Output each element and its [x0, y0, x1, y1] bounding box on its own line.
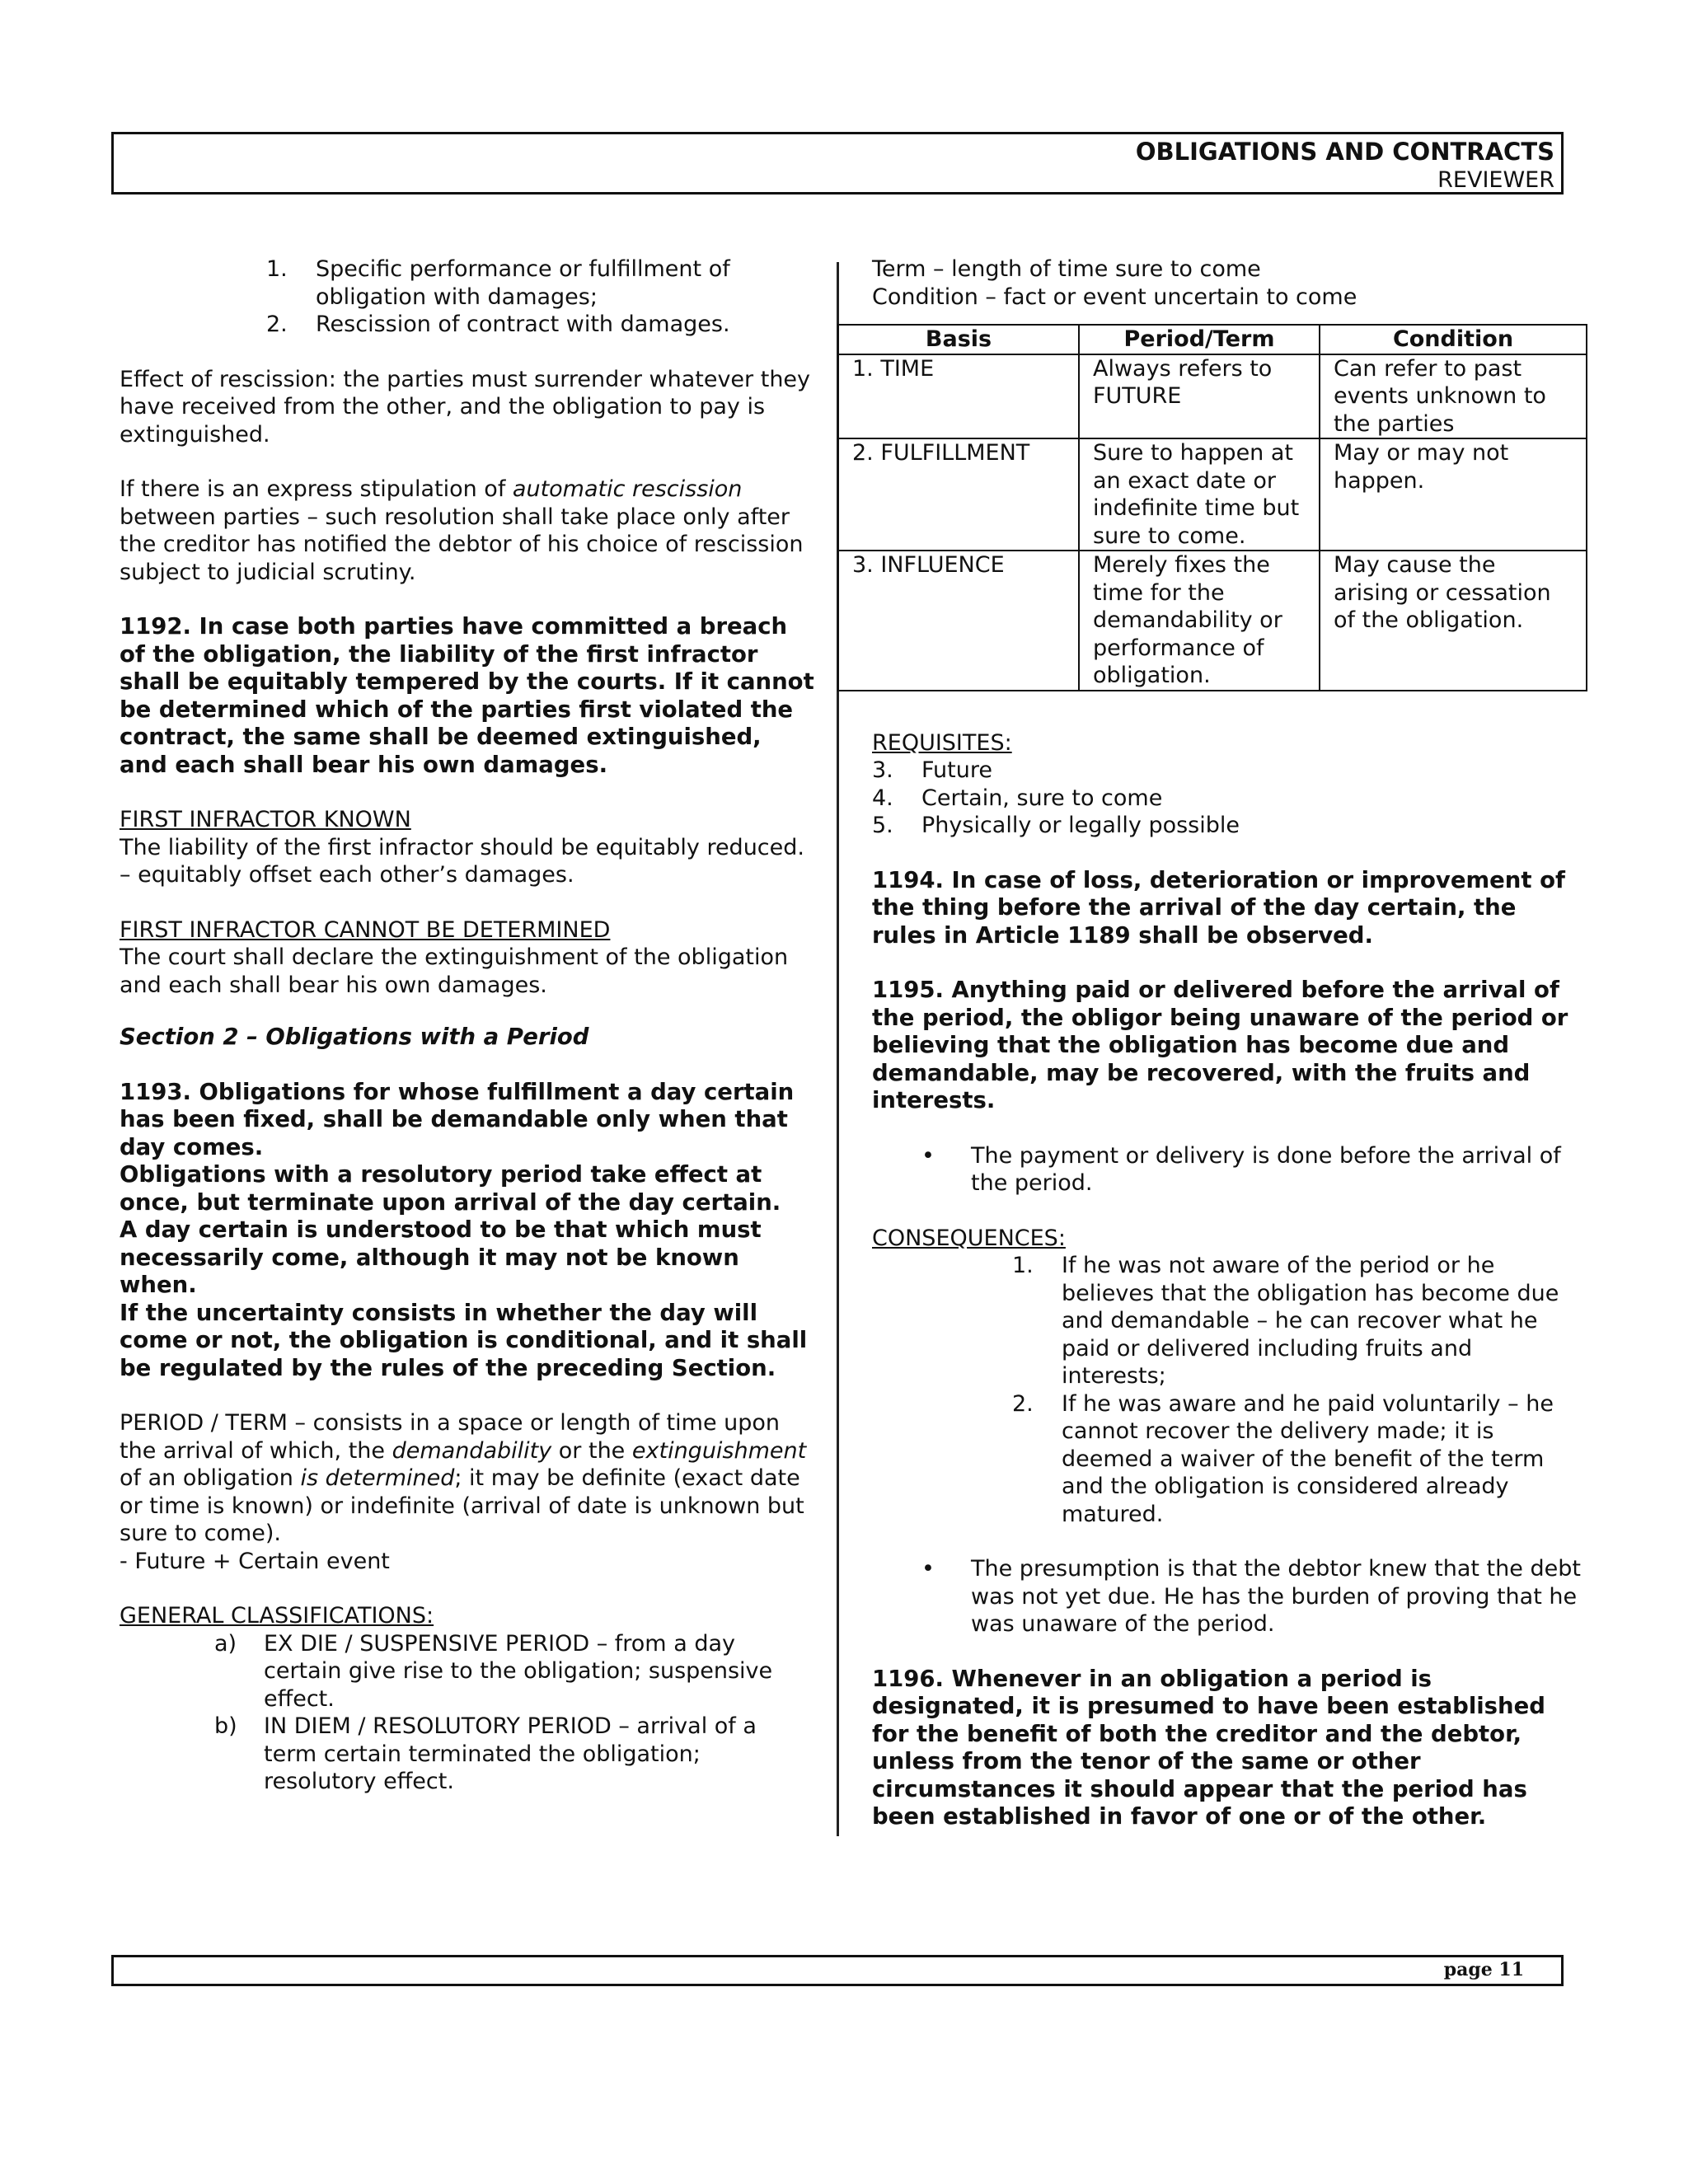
list-marker: 1. [266, 256, 288, 282]
requisites-list [872, 757, 1581, 840]
list-text: Specific performance or fulfillment of obligation with damages; [316, 256, 730, 310]
list-text: If he was aware and he paid voluntarily – he cannot recover the delivery made; it is deemed a waiver of the benefit of the term and the obligation is considered already matured. [1062, 1390, 1554, 1527]
list-marker: 1. [1012, 1253, 1034, 1278]
footer-box [111, 1955, 1564, 1986]
article-1192: 1192. In case both parties have committed a breach of the obligation, the liability of the first infractor shall be equitably tempered by the courts. If it cannot be determined which of the parties first violated the contract, the same shall be deemed extinguished, and each shall bear his own damages. [120, 613, 814, 778]
table-header-cell: Basis [838, 325, 1079, 354]
table-cell: 3. INFLUENCE [838, 551, 1079, 691]
text-span: PERIOD / TERM – consists in a space or length of time upon the arrival of which, the [120, 1410, 781, 1464]
list-item [872, 785, 1581, 813]
list-item [214, 1713, 816, 1796]
list-item [266, 311, 816, 339]
bullet-list [921, 1555, 1581, 1638]
list-text: EX DIE / SUSPENSIVE PERIOD – from a day certain give rise to the obligation; suspensive effect. [264, 1630, 773, 1712]
comparison-table [837, 324, 1587, 691]
list-marker: 5. [872, 813, 893, 838]
italic-term: demandability [392, 1437, 552, 1464]
article-1193-p4: If the uncertainty consists in whether the day will come or not, the obligation is conditional, and it shall be regulated by the rules of the preceding Section. [120, 1299, 808, 1381]
right-column [852, 255, 1581, 1831]
text-span: between parties – such resolution shall take place only after the creditor has notified the debtor of his choice of rescission subject to judicial scrutiny. [120, 504, 804, 585]
header-title: OBLIGATIONS AND CONTRACTS [1135, 138, 1554, 166]
table-header-cell: Period/Term [1079, 325, 1320, 354]
list-item [921, 1142, 1581, 1197]
left-column [120, 255, 816, 1796]
list-text: Certain, sure to come [921, 785, 1163, 811]
table-cell: May or may not happen. [1320, 438, 1587, 551]
table-cell: May cause the arising or cessation of the obligation. [1320, 551, 1587, 691]
first-infractor-known-text-2: – equitably offset each other’s damages. [120, 862, 574, 888]
article-1195: 1195. Anything paid or delivered before the arrival of the period, the obligor being unaware of the period or believing that the obligation has become due and demandable, may be recovered, with the fruits and interests. [872, 977, 1568, 1113]
article-1196: 1196. Whenever in an obligation a period is designated, it is presumed to have been established for the benefit of both the creditor and the debtor, unless from the tenor of the same or other circumstances it should appear that the period has been established in favor of one or of the other. [872, 1665, 1545, 1830]
table-row [838, 438, 1587, 551]
first-infractor-known-text: The liability of the first infractor should be equitably reduced. [120, 834, 804, 860]
table-header-cell: Condition [1320, 325, 1587, 354]
future-certain-note: - Future + Certain event [120, 1548, 390, 1574]
requisites-heading: REQUISITES: [872, 729, 1012, 756]
bullet-icon: • [921, 1142, 935, 1169]
list-item [214, 1630, 816, 1713]
article-1193-p2: Obligations with a resolutory period take effect at once, but terminate upon arrival of the day certain. [120, 1161, 781, 1216]
italic-term: is determined [300, 1465, 455, 1491]
header-subtitle: REVIEWER [1437, 167, 1554, 193]
effect-of-rescission: Effect of rescission: the parties must surrender whatever they have received from the other, and the obligation to pay is extinguished. [120, 366, 811, 448]
list-text: Future [921, 757, 992, 783]
first-infractor-unknown-heading: FIRST INFRACTOR CANNOT BE DETERMINED [120, 916, 611, 943]
text-span: ; it may be definite (exact date or time is known) or indefinite (arrival of date is unknown but sure to come). [120, 1465, 804, 1546]
header-box [111, 132, 1564, 194]
text-span: or the [551, 1437, 632, 1464]
list-item [872, 757, 1581, 785]
list-text: If he was not aware of the period or he believes that the obligation has become due and demandable – he can recover what he paid or delivered including fruits and interests; [1062, 1253, 1559, 1389]
list-item [1012, 1252, 1581, 1390]
consequences-list [1012, 1252, 1581, 1528]
article-1193-p1: 1193. Obligations for whose fulfillment a day certain has been fixed, shall be demandable only when that day comes. [120, 1078, 795, 1160]
table-header-row [838, 325, 1587, 354]
period-term-definition [120, 1409, 816, 1548]
bullet-icon: • [921, 1556, 935, 1582]
general-classifications-heading: GENERAL CLASSIFICATIONS: [120, 1603, 434, 1629]
list-item [872, 812, 1581, 840]
list-text: Rescission of contract with damages. [316, 312, 730, 337]
classifications-list [214, 1630, 816, 1796]
article-1194: 1194. In case of loss, deterioration or improvement of the thing before the arrival of the day certain, the rules in Article 1189 shall be observed. [872, 866, 1565, 949]
table-row [838, 354, 1587, 439]
list-marker: 3. [872, 757, 893, 783]
section-heading: Section 2 – Obligations with a Period [120, 1024, 589, 1050]
article-1193-p3: A day certain is understood to be that which must necessarily come, although it may not be known when. [120, 1216, 762, 1298]
italic-term: extinguishment [631, 1437, 807, 1464]
table-cell: Can refer to past events unknown to the parties [1320, 354, 1587, 439]
list-marker: 2. [1012, 1390, 1034, 1417]
list-marker: 4. [872, 785, 893, 811]
table-row [838, 551, 1587, 691]
consequences-heading: CONSEQUENCES: [872, 1225, 1066, 1251]
list-item [266, 255, 816, 311]
condition-definition: Condition – fact or event uncertain to come [872, 284, 1357, 310]
list-text: The presumption is that the debtor knew that the debt was not yet due. He has the burden of proving that he was unaware of the period. [971, 1556, 1581, 1637]
list-item [921, 1555, 1581, 1638]
table-cell: Merely fixes the time for the demandability or performance of obligation. [1079, 551, 1320, 691]
table-cell: Sure to happen at an exact date or indefinite time but sure to come. [1079, 438, 1320, 551]
first-infractor-unknown-text: The court shall declare the extinguishment of the obligation and each shall bear his own damages. [120, 944, 789, 998]
table-cell: 1. TIME [838, 354, 1079, 439]
list-text: The payment or delivery is done before the arrival of the period. [971, 1142, 1561, 1196]
list-marker: a) [214, 1630, 237, 1657]
italic-term: automatic rescission [512, 476, 743, 502]
express-stipulation-paragraph [120, 476, 816, 586]
list-item [1012, 1390, 1581, 1529]
table-cell: Always refers to FUTURE [1079, 354, 1320, 439]
list-marker: b) [214, 1713, 237, 1739]
table-cell: 2. FULFILLMENT [838, 438, 1079, 551]
list-text: IN DIEM / RESOLUTORY PERIOD – arrival of a term certain terminated the obligation; resolutory effect. [264, 1713, 757, 1794]
remedies-list [266, 255, 816, 339]
first-infractor-known-heading: FIRST INFRACTOR KNOWN [120, 807, 411, 832]
text-span: of an obligation [120, 1465, 301, 1491]
term-definition: Term – length of time sure to come [872, 256, 1261, 282]
list-marker: 2. [266, 312, 288, 337]
page-number: page 11 [1443, 1959, 1524, 1980]
text-span: If there is an express stipulation of [120, 476, 513, 502]
bullet-list [921, 1142, 1581, 1197]
list-text: Physically or legally possible [921, 813, 1240, 838]
